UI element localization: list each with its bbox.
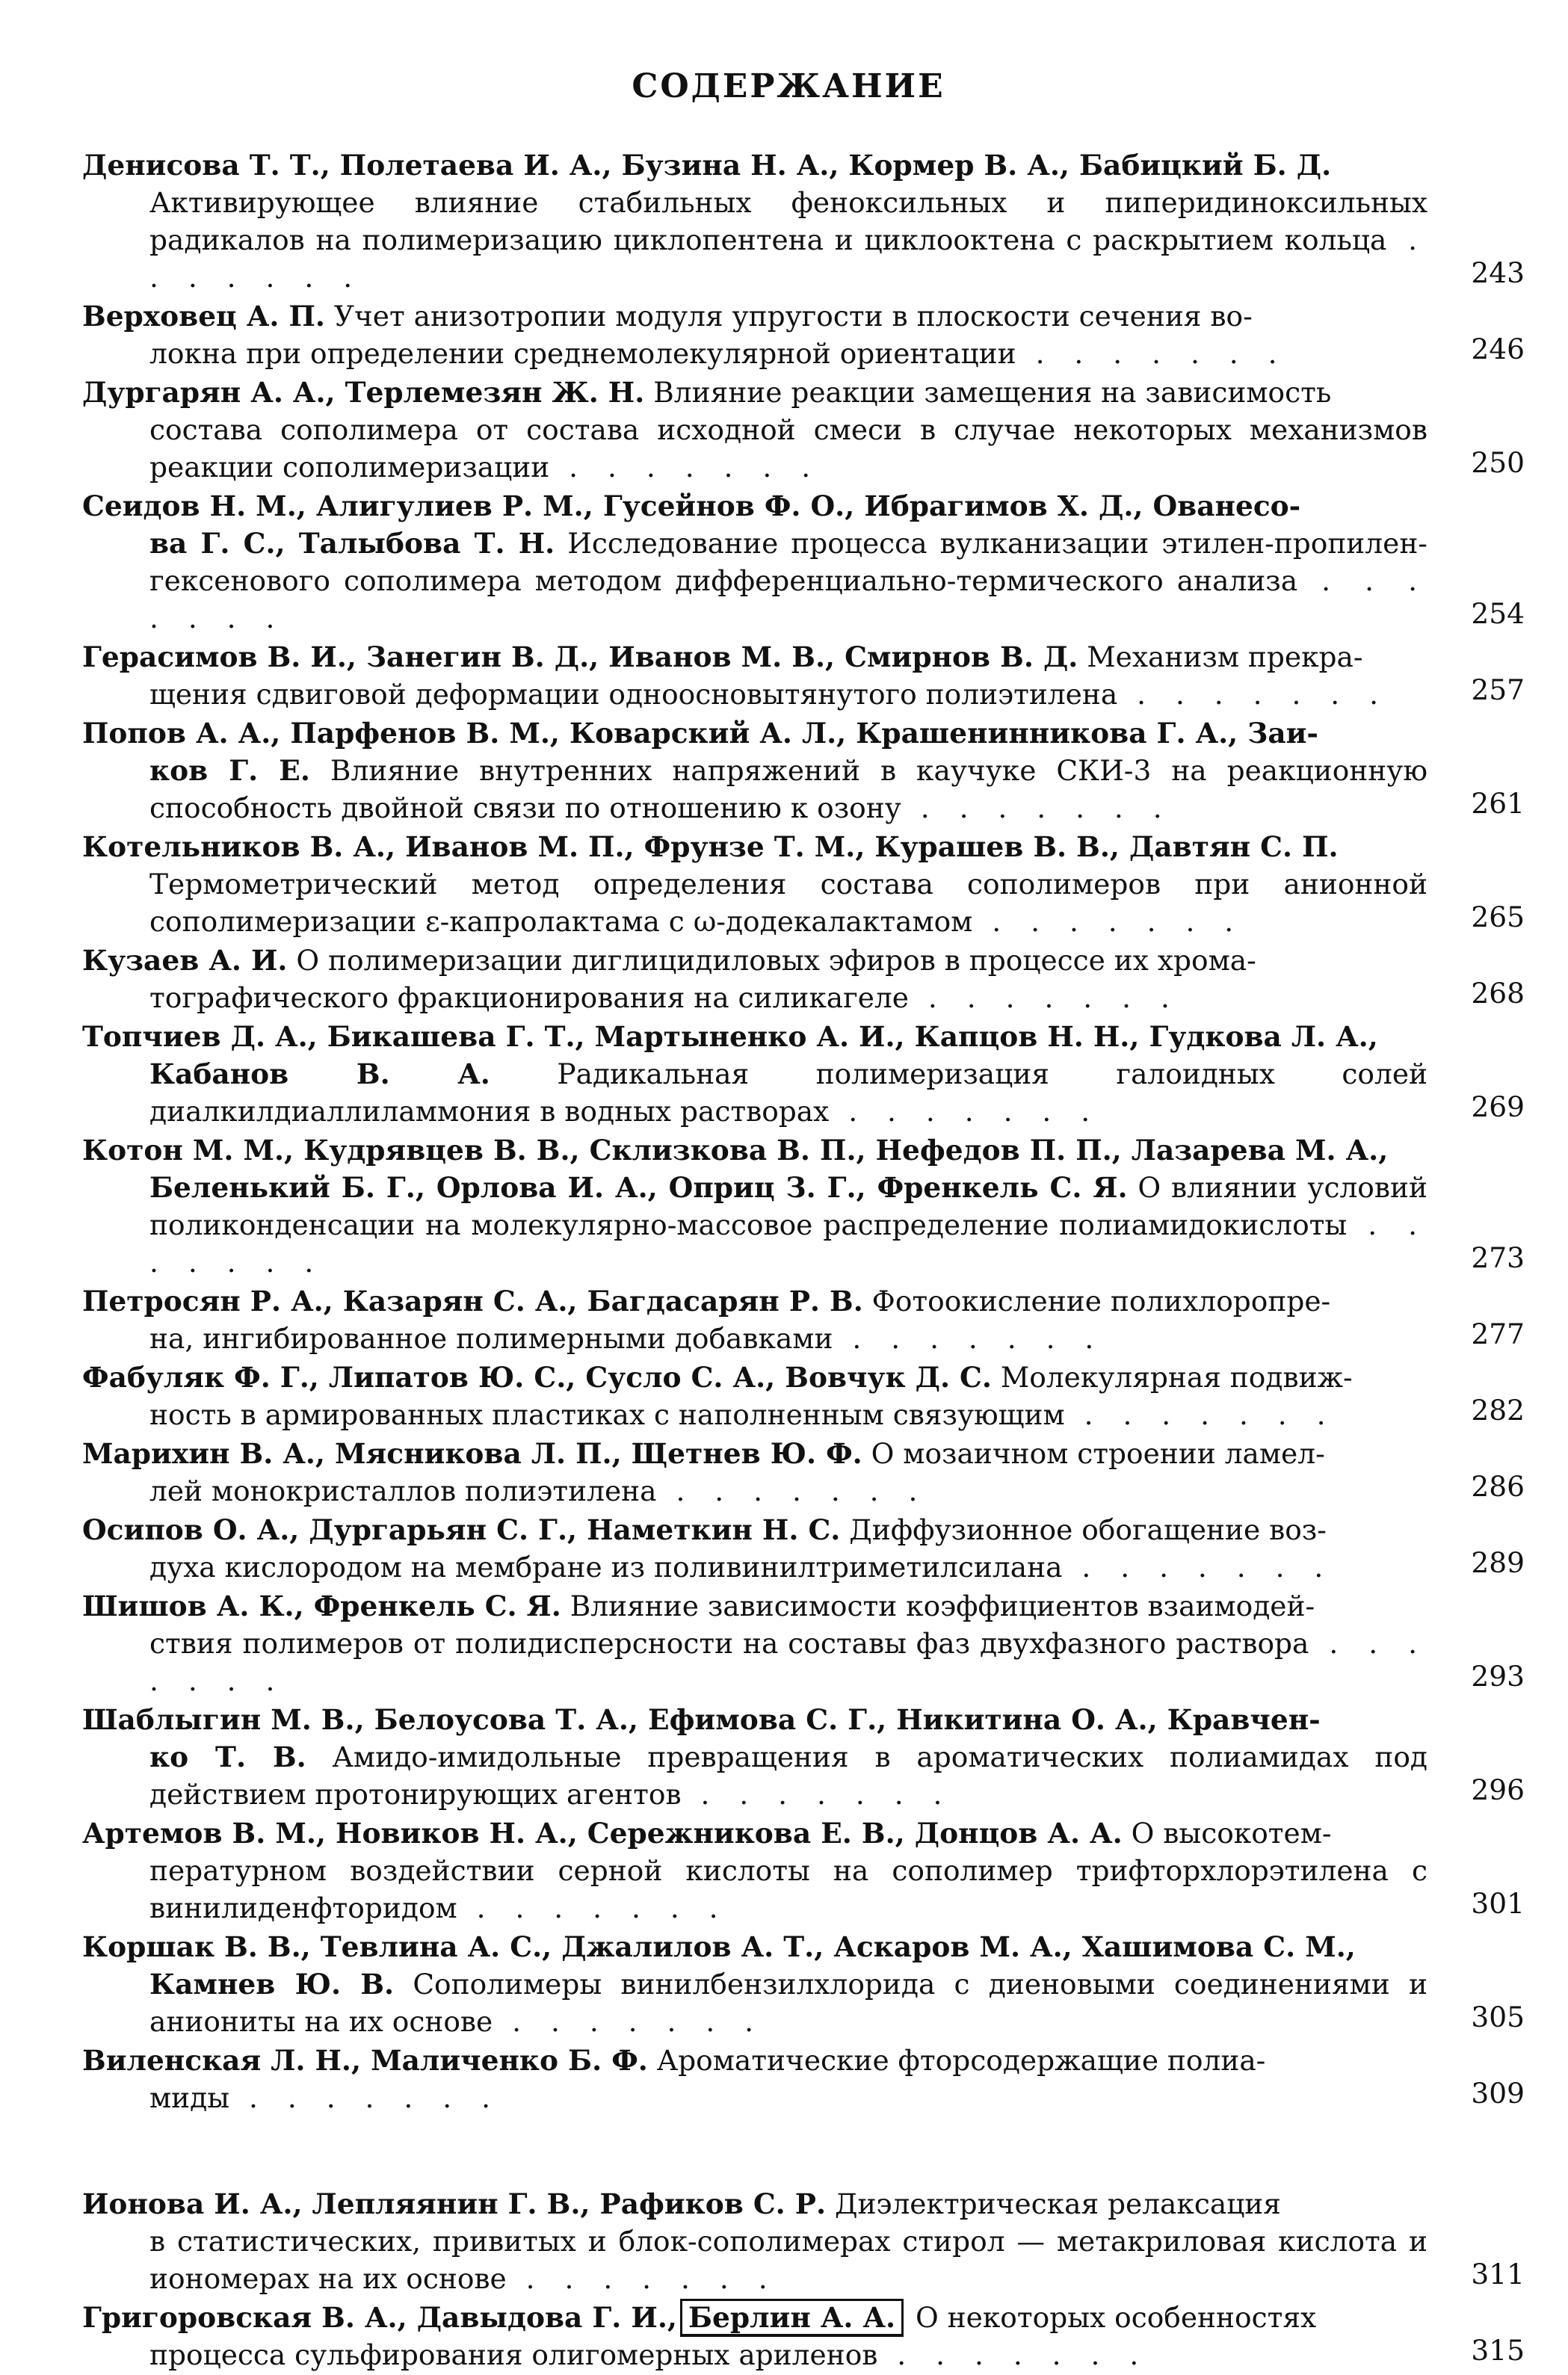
entry-first-line — [82, 2299, 1427, 2336]
entry-continuation — [82, 1965, 1427, 2040]
entry-authors: Фабуляк Ф. Г., Липатов Ю. С., Сусло С. А., Вовчук Д. С. — [82, 1361, 992, 1394]
entry-first-line — [82, 1018, 1427, 1055]
entry-continuation — [82, 1396, 1427, 1433]
leader-dots: . . . . . . . — [1064, 1398, 1336, 1431]
entry-title: в статистических, привитых и блок-сополимерах стирол — метакриловая кислота и иономерах на их основе — [149, 2225, 1427, 2295]
entry-authors: Кузаев А. И. — [82, 944, 288, 977]
page-number: 293 — [1471, 1660, 1525, 1693]
entry-title: состава сополимера от состава исходной смеси в случае некоторых механизмов реакции сополимеризации — [149, 413, 1427, 484]
entry-continuation — [82, 2223, 1427, 2297]
entry-first-line — [82, 1511, 1427, 1548]
page-number: 289 — [1471, 1546, 1525, 1579]
page-number: 311 — [1471, 2258, 1525, 2291]
entry-authors: Шишов А. К., Френкель С. Я. — [82, 1590, 561, 1622]
entry-first-line — [82, 828, 1427, 865]
entry-title-start: О мозаичном строении ламел- — [862, 1437, 1325, 1470]
entry-first-line — [82, 1131, 1427, 1169]
entry-title: щения сдвиговой деформации одноосновытянутого полиэтилена — [149, 678, 1118, 711]
leader-dots: . . . . . . . — [681, 1778, 953, 1811]
leader-dots: . . . . . . . — [909, 981, 1180, 1014]
entry-title: Влияние внутренних напряжений в каучуке СКИ-3 на реакционную способность двойной связи по отношению к озону — [149, 754, 1427, 824]
entry-text — [82, 1815, 1427, 1927]
leader-dots: . . . . . . . — [149, 1627, 1427, 1697]
entry-authors: Котон М. М., Кудрявцев В. В., Склизкова В. П., Нефедов П. П., Лазарева М. А., — [82, 1134, 1389, 1167]
page-number: 254 — [1471, 597, 1525, 630]
page-number: 250 — [1471, 446, 1525, 479]
page-number: 282 — [1471, 1394, 1525, 1427]
entry-title-start: О полимеризации диглицидиловых эфиров в процессе их хрома- — [287, 944, 1256, 977]
page-number: 257 — [1471, 673, 1525, 706]
entry-authors: Артемов В. М., Новиков Н. А., Сережникова Е. В., Донцов А. А. — [82, 1817, 1123, 1850]
entry-first-line — [82, 2185, 1427, 2223]
entry-title-start: О высокотем- — [1122, 1817, 1332, 1850]
entry-continuation — [82, 2079, 1427, 2116]
entry-authors: Марихин В. А., Мясникова Л. П., Щетнев Ю. Ф. — [82, 1437, 862, 1470]
entry-authors: Шаблыгин М. В., Белоусова Т. А., Ефимова С. Г., Никитина О. А., Кравчен- — [82, 1703, 1321, 1736]
entry-first-line — [82, 297, 1427, 335]
entry-continuation — [82, 676, 1427, 713]
entry-text — [82, 2185, 1427, 2297]
page-number: 286 — [1471, 1470, 1525, 1503]
page-number: 243 — [1471, 256, 1525, 289]
entry-continuation — [82, 1320, 1427, 1357]
entry-title: локна при определении среднемолекулярной ориентации — [149, 337, 1016, 370]
entry-continuation — [82, 865, 1427, 940]
entry-title: Активирующее влияние стабильных феноксильных и пиперидиноксильных радикалов на полимеризацию циклопентена и циклооктена с раскрытием кольца — [149, 186, 1427, 256]
entry-authors: Григоровская В. А., Давыдова Г. И., — [82, 2301, 677, 2334]
entry-title: духа кислородом на мембране из поливинилтриметилсилана — [149, 1551, 1063, 1584]
entry-title: О влиянии условий поликонденсации на молекулярно-массовое распределение полиамидокислоты — [149, 1171, 1427, 1241]
entry-title-start: Ароматические фторсодержащие полиа- — [647, 2044, 1266, 2077]
toc-entry[interactable] — [82, 1018, 1525, 1130]
entry-title: процесса сульфирования олигомерных ариленов — [149, 2338, 878, 2371]
entry-continuation — [82, 525, 1427, 637]
entry-text — [82, 1359, 1427, 1433]
entry-continuation — [82, 1625, 1427, 1699]
entry-authors: Виленская Л. Н., Маличенко Б. Ф. — [82, 2044, 648, 2077]
entry-authors: Верховец А. П. — [82, 300, 325, 333]
toc-entry[interactable] — [82, 487, 1525, 637]
entry-title: Радикальная полимеризация галоидных солей диалкилдиаллиламмония в водных растворах — [149, 1057, 1427, 1128]
page-number: 265 — [1471, 901, 1525, 933]
leader-dots: . . . . . . . — [833, 1322, 1105, 1355]
entry-boxed-author: Берлин А. А. — [680, 2299, 904, 2337]
entry-first-line — [82, 487, 1427, 525]
toc-page — [82, 67, 1525, 2375]
entry-first-line — [82, 942, 1427, 979]
leader-dots: . . . . . . . — [1062, 1551, 1334, 1584]
entry-first-line — [82, 2042, 1427, 2079]
entry-text — [82, 714, 1427, 827]
entry-text — [82, 942, 1427, 1016]
toc-entry[interactable] — [82, 714, 1525, 827]
toc-entry[interactable] — [82, 1131, 1525, 1281]
entry-text — [82, 374, 1427, 486]
leader-dots: . . . . . . . — [506, 2262, 778, 2295]
entry-continuation — [82, 1738, 1427, 1813]
entry-title: тографического фракционирования на силикагеле — [149, 981, 909, 1014]
entry-text — [82, 2042, 1427, 2116]
entry-first-line — [82, 1928, 1427, 1965]
leader-dots: . . . . . . . — [493, 2005, 765, 2038]
entry-title: Сополимеры винилбензилхлорида с диеновыми соединениями и аниониты на их основе — [149, 1968, 1427, 2038]
toc-entry[interactable] — [82, 942, 1525, 1016]
entry-continuation — [82, 1055, 1427, 1130]
entry-continuation — [82, 2336, 1427, 2374]
entry-first-line — [82, 638, 1427, 676]
leader-dots: . . . . . . . — [829, 1095, 1101, 1128]
entry-title-start: О некоторых особенностях — [907, 2301, 1317, 2334]
entry-authors-continued: ва Г. С., Талыбова Т. Н. — [149, 527, 555, 560]
leader-dots: . . . . . . . — [149, 223, 1428, 294]
entry-continuation — [82, 184, 1427, 296]
toc-entry[interactable] — [82, 146, 1525, 296]
toc-entry[interactable] — [82, 2185, 1525, 2297]
leader-dots: . . . . . . . — [656, 1474, 928, 1507]
entry-continuation — [82, 979, 1427, 1016]
entry-first-line — [82, 1815, 1427, 1852]
entry-first-line — [82, 146, 1427, 184]
toc-entry[interactable] — [82, 1587, 1525, 1699]
page-number: 305 — [1471, 2001, 1525, 2033]
page-number: 315 — [1471, 2334, 1525, 2367]
entry-authors-continued: ко Т. В. — [149, 1741, 306, 1773]
entry-authors: Сеидов Н. М., Алигулиев Р. М., Гусейнов Ф. О., Ибрагимов Х. Д., Ованесо- — [82, 489, 1301, 522]
entry-first-line — [82, 1587, 1427, 1625]
entry-text — [82, 1701, 1427, 1813]
entry-text — [82, 1587, 1427, 1699]
entry-first-line — [82, 1282, 1427, 1320]
entry-title: пературном воздействии серной кислоты на сополимер трифторхлорэтилена с винилиденфторидом — [149, 1854, 1427, 1924]
entry-continuation — [82, 1548, 1427, 1586]
toc-entries — [82, 146, 1525, 2374]
leader-dots: . . . . . . . — [457, 1891, 729, 1924]
entry-authors-continued: Камнев Ю. В. — [149, 1968, 395, 2001]
toc-entry[interactable] — [82, 297, 1525, 372]
entry-authors-continued: Кабанов В. А. — [149, 1057, 490, 1090]
entry-text — [82, 1282, 1427, 1357]
entry-title-start: Механизм прекра- — [1078, 640, 1363, 673]
toc-entry[interactable] — [82, 1359, 1525, 1433]
entry-title: на, ингибированное полимерными добавками — [149, 1322, 833, 1355]
leader-dots: . . . . . . . — [149, 564, 1427, 634]
entry-first-line — [82, 714, 1427, 752]
page-number: 301 — [1471, 1887, 1525, 1920]
entry-text — [82, 1511, 1427, 1586]
leader-dots: . . . . . . . — [1117, 678, 1389, 711]
entry-title-start: Денисова Т. Т., Полетаева И. А., Бузина Н. А., Кормер В. А., Бабицкий Б. Д. — [82, 149, 1332, 182]
page-number: 268 — [1471, 977, 1525, 1010]
entry-continuation — [82, 335, 1427, 372]
entry-text — [82, 1131, 1427, 1281]
entry-text — [82, 638, 1427, 713]
toc-entry[interactable] — [82, 1815, 1525, 1927]
entry-first-line — [82, 374, 1427, 411]
entry-text — [82, 1928, 1427, 2040]
page-number: 309 — [1471, 2077, 1525, 2110]
entry-title-start: Фотоокисление полихлоропре- — [862, 1285, 1331, 1318]
entry-continuation — [82, 1852, 1427, 1927]
leader-dots: . . . . . . . — [1016, 337, 1288, 370]
section-gap — [82, 2118, 1525, 2185]
entry-first-line — [82, 1701, 1427, 1738]
entry-authors: Ионова И. А., Лепляянин Г. В., Рафиков С. Р. — [82, 2187, 827, 2220]
entry-title: миды — [149, 2081, 230, 2114]
entry-authors: Попов А. А., Парфенов В. М., Коварский А. Л., Крашенинникова Г. А., Заи- — [82, 717, 1318, 750]
entry-authors: Котельников В. А., Иванов М. П., Фрунзе Т. М., Курашев В. В., Давтян С. П. — [82, 830, 1339, 863]
entry-text — [82, 146, 1427, 296]
entry-title-start: Учет анизотропии модуля упругости в плоскости сечения во- — [324, 300, 1253, 333]
toc-entry[interactable] — [82, 638, 1525, 713]
toc-entry[interactable] — [82, 1511, 1525, 1586]
page-number: 273 — [1471, 1241, 1525, 1274]
entry-title-start: Диффузионное обогащение воз- — [840, 1513, 1327, 1546]
entry-title-start: Диэлектрическая релаксация — [826, 2187, 1281, 2220]
leader-dots: . . . . . . . — [901, 791, 1173, 824]
entry-first-line — [82, 1435, 1427, 1472]
toc-entry[interactable] — [82, 374, 1525, 486]
entry-title: ность в армированных пластиках с наполненным связующим — [149, 1398, 1065, 1431]
entry-authors: Герасимов В. И., Занегин В. Д., Иванов М. В., Смирнов В. Д. — [82, 640, 1078, 673]
entry-title-start: Влияние зависимости коэффициентов взаимодей- — [561, 1590, 1315, 1622]
toc-entry[interactable] — [82, 2042, 1525, 2116]
entry-title: ствия полимеров от полидисперсности на составы фаз двухфазного раствора — [149, 1627, 1309, 1660]
entry-text — [82, 1435, 1427, 1510]
toc-entry[interactable] — [82, 1435, 1525, 1510]
page-number: 246 — [1471, 333, 1525, 365]
entry-title: Исследование процесса вулканизации этилен-пропилен-гексенового сополимера методом дифференциально-термического анализа — [149, 527, 1427, 597]
entry-title: Термометрический метод определения состава сополимеров при анионной сополимеризации ε-капролактама с ω-додекалактамом — [149, 868, 1427, 938]
entry-continuation — [82, 752, 1427, 827]
entry-title: лей монокристаллов полиэтилена — [149, 1474, 657, 1507]
page-number: 261 — [1471, 787, 1525, 820]
entry-text — [82, 1018, 1427, 1130]
toc-entry[interactable] — [82, 1701, 1525, 1813]
entry-text — [82, 487, 1427, 637]
entry-continuation — [82, 411, 1427, 486]
entry-authors-continued: ков Г. Е. — [149, 754, 310, 787]
entry-authors: Петросян Р. А., Казарян С. А., Багдасарян Р. В. — [82, 1285, 863, 1318]
leader-dots: . . . . . . . — [149, 1208, 1427, 1279]
entry-first-line — [82, 1359, 1427, 1396]
leader-dots: . . . . . . . — [877, 2338, 1149, 2371]
toc-entry[interactable] — [82, 2299, 1525, 2374]
entry-text — [82, 828, 1427, 940]
entry-authors: Топчиев Д. А., Бикашева Г. Т., Мартыненко А. И., Капцов Н. Н., Гудкова Л. А., — [82, 1020, 1378, 1053]
entry-continuation — [82, 1472, 1427, 1510]
entry-text — [82, 2299, 1427, 2374]
entry-authors: Коршак В. В., Тевлина А. С., Джалилов А. Т., Аскаров М. А., Хашимова С. М., — [82, 1930, 1356, 1963]
leader-dots: . . . . . . . — [229, 2081, 501, 2114]
page-number: 277 — [1471, 1318, 1525, 1350]
page-title: СОДЕРЖАНИЕ — [632, 67, 945, 105]
entry-authors-continued: Беленький Б. Г., Орлова И. А., Оприц З. Г., Френкель С. Я. — [149, 1171, 1128, 1204]
entry-text — [82, 297, 1427, 372]
entry-continuation — [82, 1169, 1427, 1281]
page-number: 296 — [1471, 1773, 1525, 1806]
entry-authors: Осипов О. А., Дургарьян С. Г., Наметкин Н. С. — [82, 1513, 841, 1546]
leader-dots: . . . . . . . — [549, 451, 821, 484]
page-number: 269 — [1471, 1090, 1525, 1123]
toc-entry[interactable] — [82, 1928, 1525, 2040]
leader-dots: . . . . . . . — [972, 905, 1244, 938]
toc-entry[interactable] — [82, 1282, 1525, 1357]
entry-authors: Дургарян А. А., Терлемезян Ж. Н. — [82, 376, 645, 409]
entry-title-start: Влияние реакции замещения на зависимость — [644, 376, 1332, 409]
toc-entry[interactable] — [82, 828, 1525, 940]
entry-title-start: Молекулярная подвиж- — [991, 1361, 1353, 1394]
entry-title: Амидо-имидольные превращения в ароматических полиамидах под действием протонирующих агентов — [149, 1741, 1427, 1811]
